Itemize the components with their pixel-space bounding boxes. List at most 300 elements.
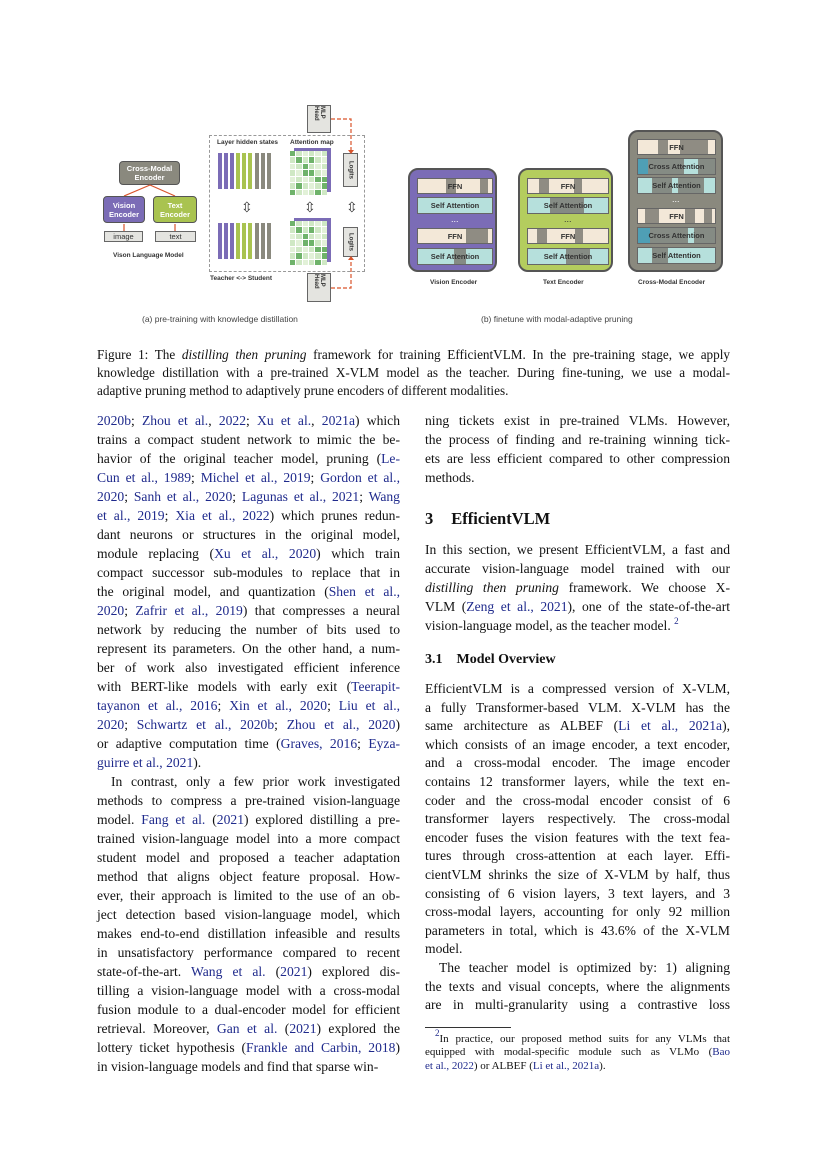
citation-link[interactable]: Shen et al., [328,584,401,599]
text-line [97,563,400,582]
text-run: are in multi-granularity using a contrastive loss [425,997,730,1013]
text-line [425,430,730,449]
text-line [97,753,400,772]
attention-cell [290,151,295,156]
cross-modal-encoder-label: Cross-Modal Encoder [638,279,706,286]
text-line [425,922,730,941]
text-run: ), [722,718,730,734]
attention-map [290,221,327,265]
attention-cell [303,234,308,239]
text-line [425,978,730,997]
cross-modal-encoder-panel [628,130,723,272]
correspondence-arrow-icon: ⇳ [304,199,316,215]
text-line [97,582,400,601]
text-run: tilling a vision-language model with a cross-modal [97,983,400,998]
attention-cell [296,260,301,265]
text-run: ; [359,489,369,504]
footnote [425,1028,730,1073]
self-attention-layer: Self Attention [543,201,593,210]
text-run: in vision-language models and find that sparse win- [97,1059,379,1074]
hidden-states-label: Layer hidden states [217,139,279,146]
text-run: EfficientVLM is a compressed version of X-VLM, [425,681,730,696]
text-line [425,903,730,922]
text-run: ; [164,508,176,523]
text-line [97,734,400,753]
attention-cell [296,170,301,175]
text-run: ) explored the [316,1021,400,1036]
text-encoder-panel [518,168,613,272]
attention-cell [309,260,314,265]
attention-cell [290,227,295,232]
text-run: ) which train [316,546,400,561]
text-run: a fully Transformer-based VLM. X-VLM has the [425,699,730,715]
text-run: ) explored distilling a pre- [243,812,400,827]
text-run: model. [425,941,463,957]
citation-link[interactable]: Cun et al., 1989 [97,470,191,485]
left-column-text [97,411,400,1076]
citation-link[interactable]: Eyza- [368,736,401,751]
subfigure-a-caption: (a) pre-training with knowledge distillation [142,314,298,324]
attention-cell [309,247,314,252]
text-run: ( [205,812,217,827]
section-number: 3 [425,509,434,528]
attention-cell [315,177,320,182]
citation-link[interactable]: 2021 [216,812,244,827]
text-run: ning tickets exist in pre-trained VLMs. However, [425,413,730,428]
text-line [97,1019,400,1038]
text-line [425,754,730,773]
citation-link[interactable]: Schwartz et al., 2020b [136,717,275,732]
ellipsis: ... [564,214,572,224]
text-run: ; [130,413,142,428]
hidden-state-bar [267,153,271,189]
text-line [97,848,400,867]
text-run: ; [124,489,134,504]
self-attention-layer: Self Attention [652,251,701,260]
correspondence-arrow-icon: ⇳ [241,199,253,215]
image-input-box: image [104,231,143,242]
text-line [97,430,400,449]
attention-cell [296,177,301,182]
citation-link[interactable]: 2021 [289,1021,317,1036]
text-run: methods to compress a pre-trained vision-language [97,793,400,808]
text-run: ( [277,1021,290,1036]
text-line [97,506,400,525]
subfigure-b-caption: (b) finetune with modal-adaptive pruning [481,314,633,324]
citation-link[interactable]: Gordon et al., [320,470,400,485]
text-run: ) that compresses a neural [242,603,400,618]
citation-link[interactable]: Li et al., 2021a [618,718,723,734]
hidden-state-bar [248,223,252,259]
attention-cell [290,240,295,245]
text-line [425,829,730,848]
text-run: ets are less efficient compared to other compression [425,451,730,466]
text-run: transformer layers respectively. The cross-modal [425,811,730,827]
text-line [425,559,730,578]
attention-cell [290,247,295,252]
text-line [425,885,730,904]
attention-cell [322,190,327,195]
attention-cell [303,177,308,182]
citation-link[interactable]: Bao [712,1046,730,1059]
attention-cell [309,177,314,182]
hidden-state-bar [261,223,265,259]
footnote-marker[interactable]: 2 [435,1028,440,1038]
attention-cell [322,253,327,258]
text-run: ; [191,470,201,485]
text-run: ; [357,736,369,751]
text-run: In contrast, only a few prior work investigated [111,774,400,789]
text-line [425,1028,730,1046]
citation-link[interactable]: Wang et al. [191,964,266,979]
attention-cell [296,227,301,232]
text-run: methods. [425,470,475,485]
text-line [425,597,730,616]
citation-link[interactable]: Le- [381,451,400,466]
text-run: accurate vision-language model trained with our [425,561,730,576]
citation-link[interactable]: guirre et al., 2021 [97,755,194,770]
attention-cell [315,183,320,188]
attention-cell [315,164,320,169]
attention-cell [303,164,308,169]
attention-cell [322,234,327,239]
section-title: Model Overview [456,652,556,667]
figure-caption [97,346,730,400]
attention-cell [296,190,301,195]
text-run: , [208,413,219,428]
text-encoder-box: Text Encoder [153,196,197,223]
text-run: ). [193,755,202,770]
citation-link[interactable]: Xia et al., 2022 [175,508,270,523]
text-run: The teacher model is optimized by: 1) aligning [439,959,730,975]
text-run: cross-modal layers, accounting for only 92 million [425,904,730,920]
cross-attention-layer: Cross Attention [648,231,705,240]
section-3-1-paragraph [425,680,730,1015]
text-run: ; [327,698,339,713]
citation-link[interactable]: Lagunas et al., 2021 [241,489,360,504]
hidden-state-bar [255,153,259,189]
attention-cell [322,157,327,162]
citation-link[interactable]: Frankle and Carbin, 2018 [246,1040,396,1055]
citation-link[interactable]: Gan et al. [216,1021,278,1036]
citation-link[interactable]: Zeng et al., 2021 [466,599,568,614]
text-line [97,525,400,544]
text-line [425,792,730,811]
text-run: represent its parameters. On the other hand, a num- [97,641,400,656]
text-run: student model and proposed a teacher adaptation [97,850,400,865]
attention-cell [290,170,295,175]
text-run: lottery ticket hypothesis ( [97,1040,247,1055]
text-line [97,829,400,848]
text-run: ject detection based vision-language model, which [97,907,400,922]
text-line [97,1000,400,1019]
cross-attention-layer: Cross Attention [648,162,705,171]
attention-cell [309,227,314,232]
text-run: ; [124,603,136,618]
text-line [97,696,400,715]
text-line [425,810,730,829]
citation-link[interactable]: Xin et al., 2020 [229,698,328,713]
hidden-state-bar [224,153,228,189]
ffn-layer: FFN [669,211,684,221]
attention-cell [322,170,327,175]
attention-cell [309,190,314,195]
text-run: retrieval. Moreover, [97,1021,217,1036]
text-line [97,1038,400,1057]
text-encoder-label: Text Encoder [543,279,584,286]
attention-cell [315,190,320,195]
text-run: ; [232,489,242,504]
attention-cell [290,190,295,195]
citation-link[interactable]: 2020 [97,603,125,618]
attention-cell [296,157,301,162]
text-run: network by reducing the number of bits used to [97,622,400,637]
attention-cell [322,164,327,169]
text-run: , [311,413,322,428]
text-run: encoder fuses the vision features with the text fea- [425,829,730,845]
vision-encoder-panel [408,168,497,272]
text-line [97,943,400,962]
text-run: model. [97,812,142,827]
text-line [425,1060,730,1073]
ffn-layer: FFN [447,231,463,241]
text-line [97,905,400,924]
attention-cell [290,183,295,188]
attention-cell [296,151,301,156]
attention-cell [303,190,308,195]
teacher-logits-box: Logits [343,153,358,187]
attention-cell [315,221,320,226]
citation-link[interactable]: Zhou et al. [142,413,209,428]
attention-cell [315,170,320,175]
text-line [425,468,730,487]
citation-link[interactable]: 2020 [97,717,125,732]
text-run: In practice, our proposed method suits for any VLMs that [439,1033,730,1045]
text-run: ; [274,717,287,732]
text-line [425,773,730,792]
attention-cell [303,221,308,226]
text-run: ) or ALBEF ( [473,1059,533,1072]
footnote-marker[interactable]: 2 [674,616,679,626]
text-run: ) [395,717,400,732]
attention-cell [315,227,320,232]
attention-cell [296,247,301,252]
attention-cell [309,253,314,258]
text-run: method that aligns object feature proposal. How- [97,869,400,884]
text-run: adaptive pruning method to adaptively prune encoders of different modalities. [97,383,509,398]
ffn-layer: FFN [669,142,684,152]
citation-link[interactable]: et al., 2019 [97,508,165,523]
text-run: or adaptive computation time ( [97,736,281,751]
text-line [97,601,400,620]
text-line [97,639,400,658]
citation-link[interactable]: et al., 2022 [425,1059,474,1072]
text-run: knowledge distillation with a pre-trained X-VLM model as the teacher. During fine-tuning, we use a modal- [97,365,730,380]
text-run: cientVLM shrinks the size of X-VLM by half, thus [425,866,730,882]
text-run: vision-language model, as the teacher model. [425,618,675,633]
hidden-state-bar [261,153,265,189]
citation-link[interactable]: 2020b [97,413,131,428]
text-run: ) which [355,413,400,428]
ellipsis: ... [451,214,459,224]
attention-cell [315,234,320,239]
text-line [425,959,730,978]
attention-cell [290,177,295,182]
text-run: in unsatisfactory performance compared to recent [97,945,400,960]
hidden-state-bar [230,223,234,259]
text-run: ), one of the state-of-the-art [567,599,730,614]
ffn-layer: FFN [447,181,463,191]
text-run: with BERT-like models with early exit ( [97,679,352,694]
text-run: the process of finding and re-training winning tick- [425,432,730,447]
text-input-box: text [155,231,196,242]
hidden-state-bar [242,153,246,189]
citation-link[interactable]: tayanon et al., 2016 [97,698,218,713]
student-logits-box: Logits [343,227,358,257]
text-line [425,411,730,430]
attention-cell [303,227,308,232]
hidden-state-bar [218,223,222,259]
citation-link[interactable]: Li et al., 2021a [532,1059,600,1072]
attention-cell [303,240,308,245]
text-line [425,996,730,1015]
student-mlp-head-box: MLP Head [307,273,331,302]
text-line [425,699,730,718]
text-run: VLM ( [425,599,467,614]
text-run: ) [395,1040,400,1055]
hidden-state-bar [224,223,228,259]
attention-cell [322,177,327,182]
self-attention-layer: Self Attention [430,252,480,261]
self-attention-layer: Self Attention [430,201,480,210]
text-run: and a cross-modal encoder. The image encoder [425,755,730,771]
text-line [425,616,730,635]
citation-link[interactable]: Michel et al., 2019 [200,470,311,485]
text-run: havior of the original teacher model, pruning ( [97,451,382,466]
attention-cell [309,240,314,245]
text-line [97,1057,400,1076]
text-run: the original model, and quantization ( [97,584,329,599]
citation-link[interactable]: Fang et al. [141,812,206,827]
logit-dashed-arrows [330,110,355,300]
cross-modal-encoder-box: Cross-Modal Encoder [119,161,180,185]
text-run: module replacing ( [97,546,215,561]
attention-cell [309,164,314,169]
text-line [97,772,400,791]
attention-cell [315,260,320,265]
citation-link[interactable]: 2021 [280,964,308,979]
text-run: ; [124,717,137,732]
attention-cell [322,227,327,232]
attention-cell [315,253,320,258]
hidden-state-bar [255,223,259,259]
text-run: tures through cross-attention at each layer. Effi- [425,848,730,864]
text-run: coder and the cross-modal encoder consist of 6 [425,792,730,808]
attention-cell [322,151,327,156]
text-line [425,578,730,597]
text-run: framework. We choose X- [558,580,731,595]
text-line [425,1046,730,1059]
attention-cell [309,183,314,188]
attention-cell [322,247,327,252]
text-line [425,940,730,959]
text-line [97,981,400,1000]
attention-cell [296,164,301,169]
attention-cell [296,234,301,239]
text-run: ). [599,1059,606,1072]
text-run: ber of work also investigated efficient inference [97,660,400,675]
citation-link[interactable]: Xu et al. [257,413,312,428]
text-line [97,886,400,905]
attention-map [290,151,327,195]
text-line [97,924,400,943]
text-line [97,364,730,382]
text-run: trained vision-language model into a more compact [97,831,400,846]
ellipsis: ... [672,194,680,204]
text-run: Figure 1: The [97,347,182,362]
citation-link[interactable]: Zhou et al., 2020 [286,717,396,732]
right-column-intro [425,411,730,487]
hidden-state-bar [230,153,234,189]
text-run: compact successor sub-modules to replace that in [97,565,400,580]
text-run: ; [310,470,321,485]
attention-cell [303,247,308,252]
attention-cell [309,234,314,239]
attention-cell [303,151,308,156]
citation-link[interactable]: Liu et al., [338,698,400,713]
attention-cell [290,221,295,226]
citation-link[interactable]: 2022 [218,413,247,428]
text-line [97,962,400,981]
citation-link[interactable]: Teerapit- [351,679,400,694]
attention-cell [309,221,314,226]
ffn-layer: FFN [560,231,576,241]
attention-cell [315,157,320,162]
citation-link[interactable]: Sanh et al., 2020 [133,489,233,504]
text-line [97,468,400,487]
text-run: same architecture as ALBEF ( [425,718,619,734]
citation-link[interactable]: Zafrir et al., 2019 [135,603,243,618]
hidden-state-bar [242,223,246,259]
ffn-layer: FFN [560,181,576,191]
text-run: which consists of an image encoder, a text encoder, [425,736,730,752]
attention-cell [296,221,301,226]
vlm-label: Vison Language Model [113,252,184,259]
citation-link[interactable]: Graves, 2016 [280,736,358,751]
section-3-heading [425,509,550,529]
citation-link[interactable]: Wang [368,489,400,504]
self-attention-layer: Self Attention [543,252,593,261]
attention-cell [309,170,314,175]
attention-cell [290,260,295,265]
citation-link[interactable]: 2021a [321,413,356,428]
text-line [97,449,400,468]
attention-cell [322,183,327,188]
attention-cell [296,253,301,258]
text-line [97,715,400,734]
text-line [425,540,730,559]
attention-cell [303,260,308,265]
citation-link[interactable]: 2020 [97,489,125,504]
emphasis-text: distilling then pruning [181,347,307,362]
text-run: ever, their approach is limited to the use of an ob- [97,888,400,903]
text-run: ) explored dis- [307,964,400,979]
text-run: ( [265,964,281,979]
citation-link[interactable]: Xu et al., 2020 [214,546,317,561]
hidden-state-bar [248,153,252,189]
text-run: contains 12 transformer layers, while the text en- [425,773,730,789]
section-3-paragraph [425,540,730,635]
